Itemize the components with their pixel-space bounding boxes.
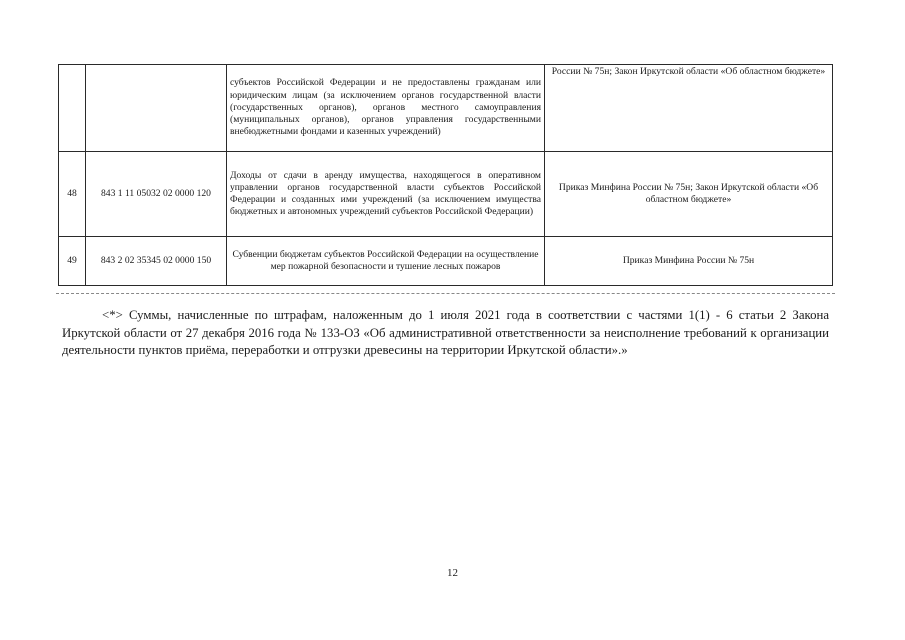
table-bottom-divider [56,293,835,294]
legal-basis: России № 75н; Закон Иркутской области «Об областном бюджете» [545,65,833,152]
row-number: 49 [59,237,86,286]
table-row [59,237,833,286]
budget-code [86,65,227,152]
legal-basis: Приказ Минфина России № 75н; Закон Иркутской области «Об областном бюджете» [545,152,833,237]
revenue-name: Субвенции бюджетам субъектов Российской Федерации на осуществление мер пожарной безопасности и тушение лесных пожаров [227,237,545,286]
table-row [59,152,833,237]
revenue-name: субъектов Российской Федерации и не предоставлены гражданам или юридическим лицам (за исключением органов государственной власти (государственных органов), органов местного самоуправления (муниципальных органов), органов управления государственными внебюджетными фондами и казенных учреждений) [227,65,545,152]
revenue-name: Доходы от сдачи в аренду имущества, находящегося в оперативном управлении органов государственной власти субъектов Российской Федерации и созданных ими учреждений (за исключением имущества бюджетных и автономных учреждений субъектов Российской Федерации) [227,152,545,237]
table-row [59,65,833,152]
row-number [59,65,86,152]
budget-code: 843 1 11 05032 02 0000 120 [86,152,227,237]
budget-code: 843 2 02 35345 02 0000 150 [86,237,227,286]
legal-basis: Приказ Минфина России № 75н [545,237,833,286]
revenue-table [58,64,833,286]
page-number: 12 [447,567,458,579]
footnote: <*> Суммы, начисленные по штрафам, наложенным до 1 июля 2021 года в соответствии с частями 1(1) - 6 статьи 2 Закона Иркутской области от 27 декабря 2016 года № 133-ОЗ «Об административной ответственности за неисполнение требований к организации деятельности пунктов приёма, переработки и отгрузки древесины на территории Иркутской области».» [62,308,829,358]
row-number: 48 [59,152,86,237]
